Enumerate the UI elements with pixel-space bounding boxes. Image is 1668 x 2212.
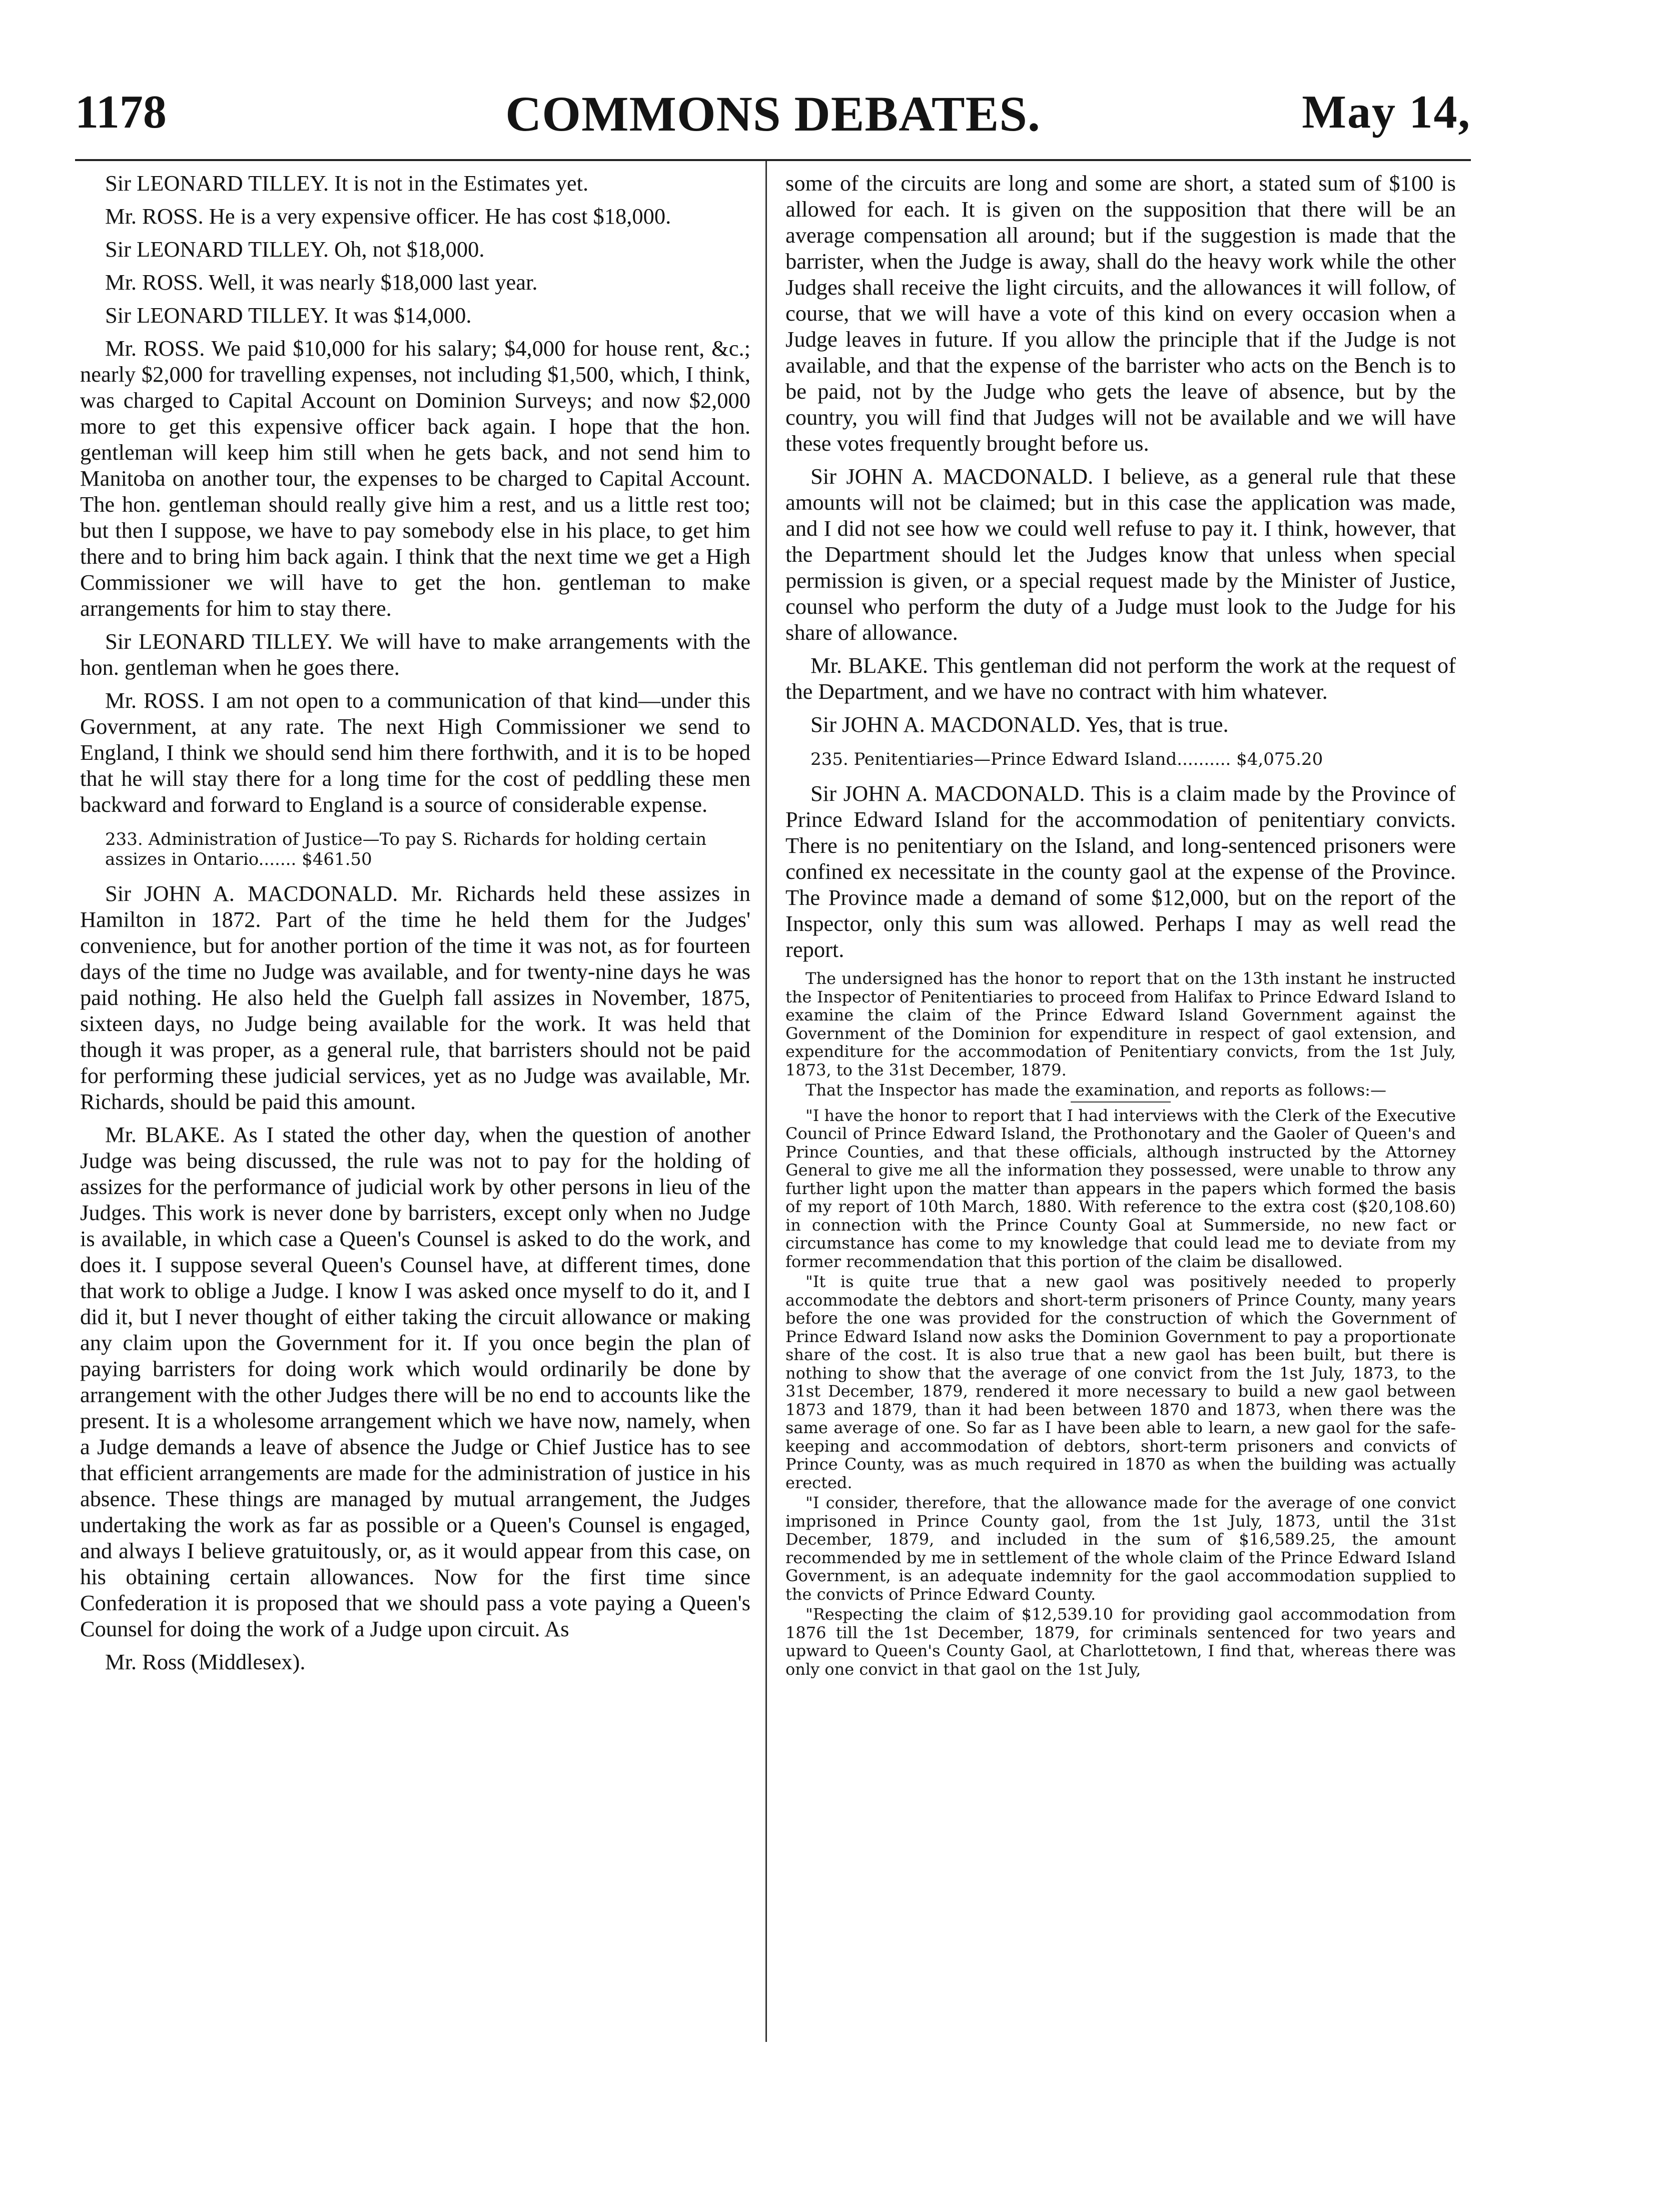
- page-footer-speaker: Mr. Ross (Middlesex).: [105, 1649, 306, 1674]
- estimate-item-233: 233. Administration of Justice—To pay S. Richards for holding certain assizes in Ontario....... $461.50: [105, 829, 707, 869]
- speech-paragraph: Sir JOHN A. MACDONALD. I believe, as a general rule that these amounts will not be claimed; but in this case the application was made, and I did not see how we could well refuse to pay it. I think, however, that the Department should let the Judges know that unless when special permission is given, or a special request made by the Minister of Justice, counsel who perform the duty of a Judge must look to the Judge for his share of allowance.: [785, 464, 1456, 645]
- report-quote-paragraph: "I consider, therefore, that the allowance made for the average of one convict imprisoned in Prince County gaol, from the 1st July, 1873, until the 31st December, 1879, and included in the sum of $16,589.25, the amount recommended by me in settlement of the whole claim of the Prince Edward Island Government, is an adequate indemnity for the gaol accommodation supplied to the convicts of Prince Edward County.: [785, 1493, 1456, 1604]
- column-divider: [765, 161, 767, 2042]
- page-date: May 14,: [1302, 86, 1471, 138]
- speech-paragraph: Sir LEONARD TILLEY. Oh, not $18,000.: [105, 237, 485, 262]
- speech-paragraph: Sir LEONARD TILLEY. It was $14,000.: [105, 303, 472, 328]
- speech-paragraph: Sir LEONARD TILLEY. It is not in the Estimates yet.: [105, 171, 589, 196]
- page-number: 1178: [75, 86, 167, 138]
- report-quote-paragraph: "Respecting the claim of $12,539.10 for providing gaol accommodation from 1876 till the 1st December, 1879, for criminals sentenced for two years and upward to Queen's County Gaol, at Charlottetown, I find that, whereas there was only one convict in that gaol on the 1st July,: [785, 1605, 1456, 1679]
- speech-paragraph: Sir JOHN A. MACDONALD. Mr. Richards held these assizes in Hamilton in 1872. Part of the time he held them for the Judges' convenience, but for another portion of the time it was not, as for fourteen days of the time no Judge was available, and for twenty-nine days he was paid nothing. He also held the Guelph fall assizes in November, 1875, sixteen days, no Judge being available for the work. It was held that though it was proper, as a general rule, that barristers should not be paid for performing these judicial services, yet as no Judge was available, Mr. Richards, should be paid this amount.: [80, 881, 750, 1114]
- speech-paragraph: Sir JOHN A. MACDONALD. This is a claim made by the Province of Prince Edward Island for the accommodation of penitentiary convicts. There is no penitentiary on the Island, and long-sentenced prisoners were confined ex necessitate in the county gaol at the expense of the Province. The Province made a demand of some $12,000, but on the report of the Inspector, only this sum was allowed. Perhaps I may as well read the report.: [785, 781, 1456, 962]
- page-title: COMMONS DEBATES.: [505, 86, 1041, 142]
- report-quote-paragraph: "It is quite true that a new gaol was positively needed to properly accommodate the debtors and short-term prisoners of Prince County, many years before the one was provided for the construction of which the Government of Prince Edward Island now asks the Dominion Government to pay a proportionate share of the cost. It is also true that a new gaol has been built, but there is nothing to show that the average of one convict from the 1st July, 1873, to the 31st December, 1879, rendered it more necessary to build a new gaol between 1873 and 1879, than it had been between 1870 and 1873, when there was the same average of one. So far as I have been able to learn, a new gaol for the safe-keeping and accommodation of debtors, short-term prisoners and convicts of Prince County, was as much required in 1870 as when the building was actually erected.: [785, 1272, 1456, 1492]
- estimate-item-235: 235. Penitentiaries—Prince Edward Island.......... $4,075.20: [810, 749, 1323, 769]
- speech-paragraph: Sir LEONARD TILLEY. We will have to make arrangements with the hon. gentleman when he goes there.: [80, 629, 750, 680]
- speech-paragraph: Mr. ROSS. He is a very expensive officer. He has cost $18,000.: [105, 204, 671, 229]
- speech-paragraph: Mr. BLAKE. As I stated the other day, when the question of another Judge was being discussed, the rule was not to pay for the holding of assizes for the performance of judicial work by other persons in lieu of the Judges. This work is never done by barristers, except only when no Judge is available, in which case a Queen's Counsel is asked to do the work, and does it. I suppose several Queen's Counsel have, at different times, done that work to oblige a Judge. I know I was asked once myself to do it, and I did it, but I never thought of either taking the circuit allowance or making any claim upon the Government for it. If you once begin the plan of paying barristers for doing work which would ordinarily be done by arrangement with the other Judges there will be no end to accounts like the present. It is a wholesome arrangement which we have now, namely, when a Judge demands a leave of absence the Judge or Chief Justice has to see that efficient arrangements are made for the administration of justice in his absence. These things are managed by mutual arrangement, the Judges undertaking the work as far as possible or a Queen's Counsel is engaged, and always I believe gratuitously, or, as it would appear from this case, on his obtaining certain allowances. Now for the first time since Confederation it is proposed that we should pass a vote paying a Queen's Counsel for doing the work of a Judge upon circuit. As: [80, 1122, 750, 1641]
- right-column: [785, 170, 1456, 1680]
- left-column: [80, 170, 750, 1675]
- speech-paragraph: some of the circuits are long and some are short, a stated sum of $100 is allowed for each. It is given on the supposition that there will be an average compensation all around; but if the suggestion is made that the barrister, when the Judge is away, shall do the heavy work while the other Judges shall receive the light circuits, and the allowances it will follow, of course, that we will have a vote of this kind on every occasion when a Judge leaves in future. If you allow the principle that if the Judge is not available, and that the expense of the barrister who acts on the Bench is to be paid, not by the Judge who gets the leave of absence, but by the country, you will find that Judges will not be available and we will have these votes frequently brought before us.: [785, 171, 1456, 456]
- page-header: [75, 85, 1471, 150]
- header-rule: [75, 159, 1471, 161]
- speech-paragraph: Mr. ROSS. I am not open to a communication of that kind—under this Government, at any rate. The next High Commissioner we send to England, I think we should send him there forthwith, and it is to be hoped that he will stay there for a long time for the cost of peddling these men backward and forward to England is a source of considerable expense.: [80, 688, 750, 817]
- speech-paragraph: Mr. ROSS. Well, it was nearly $18,000 last year.: [105, 270, 538, 295]
- report-separator: [1071, 1101, 1171, 1102]
- speech-paragraph: Sir JOHN A. MACDONALD. Yes, that is true.: [810, 712, 1229, 737]
- speech-paragraph: Mr. ROSS. We paid $10,000 for his salary; $4,000 for house rent, &c.; nearly $2,000 for travelling expenses, not including $1,500, which, I think, was charged to Capital Account on Dominion Surveys; and now $2,000 more to get this expensive officer back again. I hope that the hon. gentleman will keep him still when he gets back, and not send him to Manitoba on another tour, the expenses to be charged to Capital Account. The hon. gentleman should really give him a rest, and us a little rest too; but then I suppose, we have to pay somebody else in his place, to get him there and to bring him back again. I think that the next time we get a High Commissioner we will have to get the hon. gentleman to make arrangements for him to stay there.: [80, 336, 750, 621]
- speech-paragraph: Mr. BLAKE. This gentleman did not perform the work at the request of the Department, and we have no contract with him whatever.: [785, 653, 1456, 704]
- report-quote-paragraph: "I have the honor to report that I had interviews with the Clerk of the Executive Council of Prince Edward Island, the Prothonotary and the Gaoler of Queen's and Prince Counties, and that these officials, although instructed by the Attorney General to give me all the information they possessed, were unable to throw any further light upon the matter than appears in the papers which formed the basis of my report of 10th March, 1880. With reference to the extra cost ($20,108.60) in connection with the Prince County Goal at Summerside, no new fact or circumstance has come to my knowledge that could lead me to deviate from my former recommendation that this portion of the claim be disallowed.: [785, 1105, 1456, 1271]
- report-paragraph: That the Inspector has made the examination, and reports as follows:—: [805, 1080, 1386, 1099]
- report-paragraph: The undersigned has the honor to report that on the 13th instant he instructed the Inspector of Penitentiaries to proceed from Halifax to Prince Edward Island to examine the claim of the Prince Edward Island Government against the Government of the Dominion for expenditure in respect of gaol extension, and expenditure for the accommodation of Penitentiary convicts, from the 1st July, 1873, to the 31st December, 1879.: [785, 969, 1456, 1079]
